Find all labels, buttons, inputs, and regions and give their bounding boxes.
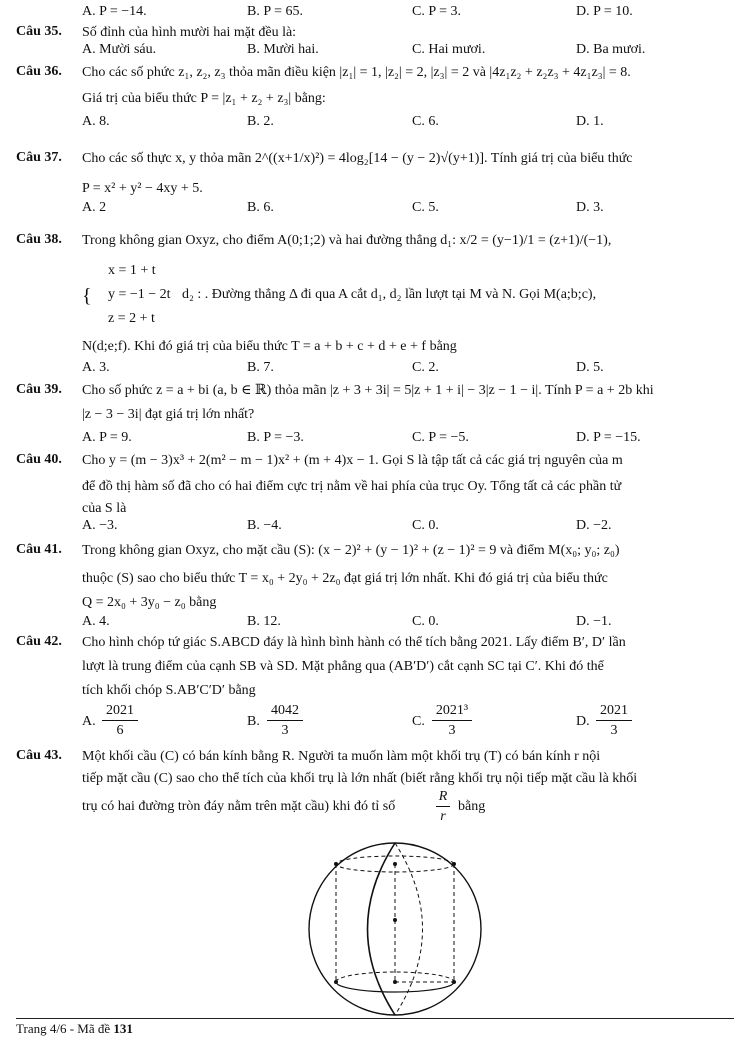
q42-option-d-label: D. bbox=[576, 714, 590, 729]
q35-option-c: C. Hai mươi. bbox=[412, 42, 486, 57]
q42-option-b-numerator: 4042 bbox=[267, 702, 303, 721]
q39-option-a: A. P = 9. bbox=[82, 430, 132, 445]
q40-text-3: của S là bbox=[82, 501, 127, 516]
q40-option-c: C. 0. bbox=[412, 518, 439, 533]
q36-option-b: B. 2. bbox=[247, 114, 274, 129]
q41-text-3: Q = 2x₀ + 3y₀ − z₀ bằng bbox=[82, 595, 217, 610]
q41-options bbox=[82, 614, 722, 632]
q37-option-c: C. 5. bbox=[412, 200, 439, 215]
q42-number: Câu 42. bbox=[16, 634, 62, 649]
q41-text-2: thuộc (S) sao cho biểu thức T = x₀ + 2y₀ + 2z₀ đạt giá trị lớn nhất. Khi đó giá trị của biểu thức bbox=[82, 571, 608, 586]
q40-option-a: A. −3. bbox=[82, 518, 118, 533]
point-top-left bbox=[334, 862, 338, 866]
q43-text-4: bằng bbox=[458, 799, 486, 814]
q40-option-b: B. −4. bbox=[247, 518, 282, 533]
q34-option-b: B. P = 65. bbox=[247, 4, 303, 19]
q40-options bbox=[82, 518, 722, 536]
q42-option-b-denominator: 3 bbox=[281, 723, 289, 738]
q43-text-1: Một khối cầu (C) có bán kính bằng R. Người ta muốn làm một khối trụ (T) có bán kính r nội bbox=[82, 749, 601, 764]
q35-option-d: D. Ba mươi. bbox=[576, 42, 646, 57]
q37-number: Câu 37. bbox=[16, 150, 62, 165]
q38-number: Câu 38. bbox=[16, 232, 62, 247]
sphere-meridian-back bbox=[395, 843, 423, 1015]
q41-option-d: D. −1. bbox=[576, 614, 612, 629]
q38-option-a: A. 3. bbox=[82, 360, 110, 375]
q37-text-1: Cho các số thực x, y thỏa mãn 2^((x+1/x)²) = 4log₂[14 − (y − 2)√(y+1)]. Tính giá trị của biểu thức bbox=[82, 151, 633, 166]
sphere-meridian-front bbox=[368, 843, 396, 1015]
q38-option-b: B. 7. bbox=[247, 360, 274, 375]
q42-option-a-label: A. bbox=[82, 714, 96, 729]
q38-option-d: D. 5. bbox=[576, 360, 604, 375]
q42-text-1: Cho hình chóp tứ giác S.ABCD đáy là hình bình hành có thể tích bằng 2021. Lấy điểm B′, D′ lần bbox=[82, 635, 626, 650]
q37-option-d: D. 3. bbox=[576, 200, 604, 215]
q41-text-1: Trong không gian Oxyz, cho mặt cầu (S): (x − 2)² + (y − 1)² + (z − 1)² = 9 và điểm M(x₀; y₀; z₀) bbox=[82, 543, 620, 558]
q42-option-c-label: C. bbox=[412, 714, 425, 729]
footer-exam-code: 131 bbox=[113, 1021, 133, 1036]
q43-text-3: trụ có hai đường tròn đáy nằm trên mặt cầu) khi đó tỉ số bbox=[82, 799, 396, 814]
footer-page-label: Trang 4/6 - Mã đề bbox=[16, 1021, 114, 1036]
point-bottom-right bbox=[452, 980, 456, 984]
q36-option-c: C. 6. bbox=[412, 114, 439, 129]
q36-options bbox=[82, 114, 722, 132]
q41-option-c: C. 0. bbox=[412, 614, 439, 629]
q38-option-c: C. 2. bbox=[412, 360, 439, 375]
q39-options bbox=[82, 430, 722, 448]
q38-text-3: N(d;e;f). Khi đó giá trị của biểu thức T = a + b + c + d + e + f bằng bbox=[82, 339, 457, 354]
q40-number: Câu 40. bbox=[16, 452, 62, 467]
q35-text: Số đỉnh của hình mười hai mặt đều là: bbox=[82, 25, 297, 40]
q42-option-d-denominator: 3 bbox=[610, 723, 618, 738]
q42-option-d-numerator: 2021 bbox=[596, 702, 632, 721]
point-top-center bbox=[393, 862, 397, 866]
q40-text-2: để đồ thị hàm số đã cho có hai điểm cực trị nằm về hai phía của trục Oy. Tổng tất cả các phần tử bbox=[82, 479, 622, 494]
q39-option-d: D. P = −15. bbox=[576, 430, 641, 445]
q37-options bbox=[82, 200, 722, 218]
q41-option-b: B. 12. bbox=[247, 614, 281, 629]
q42-option-c-numerator: 2021³ bbox=[432, 702, 472, 721]
q38-options bbox=[82, 360, 722, 378]
point-bottom-center bbox=[393, 980, 397, 984]
q34-option-a: A. P = −14. bbox=[82, 4, 147, 19]
q42-options bbox=[82, 702, 722, 742]
q35-number: Câu 35. bbox=[16, 24, 62, 39]
q37-option-b: B. 6. bbox=[247, 200, 274, 215]
q36-text-1: Cho các số phức z₁, z₂, z₃ thỏa mãn điều kiện |z₁| = 1, |z₂| = 2, |z₃| = 2 và |4z₁z₂ + z₂z₃ + 4z₁z₃| = 8. bbox=[82, 65, 631, 80]
point-top-right bbox=[452, 862, 456, 866]
q43-number: Câu 43. bbox=[16, 748, 62, 763]
q43-ratio-denominator: r bbox=[440, 809, 446, 824]
footer-divider bbox=[16, 1018, 734, 1019]
q34-options bbox=[82, 4, 722, 22]
q35-option-b: B. Mười hai. bbox=[247, 42, 319, 57]
q38-system-line-1: x = 1 + t bbox=[108, 263, 156, 278]
page-footer bbox=[16, 1021, 133, 1037]
q34-option-c: C. P = 3. bbox=[412, 4, 461, 19]
q40-option-d: D. −2. bbox=[576, 518, 612, 533]
q38-text-1: Trong không gian Oxyz, cho điểm A(0;1;2) và hai đường thẳng d₁: x/2 = (y−1)/1 = (z+1)/(−1), bbox=[82, 233, 612, 248]
point-sphere-center bbox=[393, 918, 397, 922]
q38-system-line-3: z = 2 + t bbox=[108, 311, 155, 326]
q38-text-2-content: d₂ : . Đường thẳng Δ đi qua A cắt d₁, d₂ lần lượt tại M và N. Gọi M(a;b;c), bbox=[182, 287, 597, 302]
q42-option-b-label: B. bbox=[247, 714, 260, 729]
q43-ratio-numerator: R bbox=[436, 788, 450, 807]
q37-option-a: A. 2 bbox=[82, 200, 107, 215]
q38-system-brace: { bbox=[82, 285, 92, 307]
q39-number: Câu 39. bbox=[16, 382, 62, 397]
q40-text-1: Cho y = (m − 3)x³ + 2(m² − m − 1)x² + (m + 4)x − 1. Gọi S là tập tất cả các giá trị nguyên của m bbox=[82, 453, 623, 468]
point-bottom-left bbox=[334, 980, 338, 984]
q38-text-2 bbox=[82, 285, 716, 307]
q35-option-a: A. Mười sáu. bbox=[82, 42, 157, 57]
q36-option-d: D. 1. bbox=[576, 114, 604, 129]
q39-option-b: B. P = −3. bbox=[247, 430, 304, 445]
q34-option-d: D. P = 10. bbox=[576, 4, 633, 19]
q39-text-1: Cho số phức z = a + bi (a, b ∈ ℝ) thỏa mãn |z + 3 + 3i| = 5|z + 1 + i| − 3|z − 1 − i|. Tính P = a + 2b khi bbox=[82, 383, 654, 398]
q36-text-2: Giá trị của biểu thức P = |z₁ + z₂ + z₃| bằng: bbox=[82, 91, 326, 106]
q42-option-a-denominator: 6 bbox=[116, 723, 124, 738]
q39-text-2: |z − 3 − 3i| đạt giá trị lớn nhất? bbox=[82, 407, 255, 422]
q35-options bbox=[82, 42, 722, 60]
q39-option-c: C. P = −5. bbox=[412, 430, 469, 445]
q37-text-2: P = x² + y² − 4xy + 5. bbox=[82, 181, 203, 196]
q42-option-a-numerator: 2021 bbox=[102, 702, 138, 721]
q41-number: Câu 41. bbox=[16, 542, 62, 557]
q43-text-2: tiếp mặt cầu (C) sao cho thể tích của khối trụ là lớn nhất (biết rằng khối trụ nội tiếp mặt cầu là khối bbox=[82, 771, 638, 786]
sphere-cylinder-figure bbox=[300, 842, 490, 1016]
q42-option-c-denominator: 3 bbox=[448, 723, 456, 738]
q38-system-line-2: y = −1 − 2t bbox=[108, 287, 171, 302]
q36-option-a: A. 8. bbox=[82, 114, 110, 129]
q41-option-a: A. 4. bbox=[82, 614, 110, 629]
q42-text-2: lượt là trung điểm của cạnh SB và SD. Mặt phẳng qua (AB′D′) cắt cạnh SC tại C′. Khi đó thể bbox=[82, 659, 604, 674]
q36-number: Câu 36. bbox=[16, 64, 62, 79]
q42-text-3: tích khối chóp S.AB′C′D′ bằng bbox=[82, 683, 256, 698]
